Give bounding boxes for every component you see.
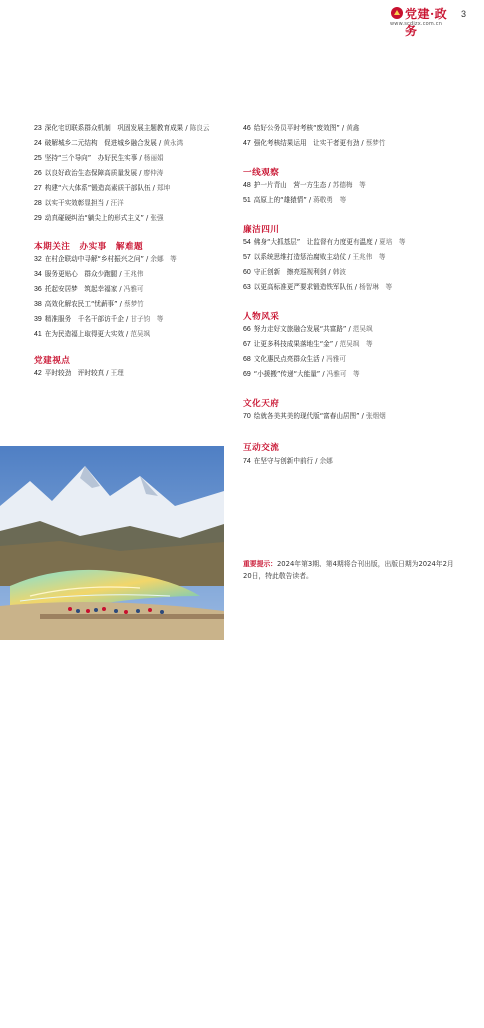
cover-photo-huanglong <box>0 446 224 1028</box>
toc-entry[interactable]: 66 努力走好文旅融合发展“共富路” / 范吴飒 <box>243 325 373 333</box>
toc-entry[interactable]: 46 给好公务员平时考核“废效图” / 黄鑫 <box>243 124 360 132</box>
toc-entry[interactable]: 34 服务更贴心 群众少跑腿 / 王兆伟 <box>34 270 144 278</box>
section-heading-integrity: 廉洁四川 <box>243 225 280 235</box>
toc-entry[interactable]: 39 精准服务 千名干部访千企 / 甘子钧 等 <box>34 315 164 323</box>
toc-entry[interactable]: 27 构建“六大体系”锻造高素质干部队伍 / 郑坤 <box>34 184 171 192</box>
toc-entry[interactable]: 36 托起安居梦 筑起幸福家 / 冯雅可 <box>34 285 144 293</box>
toc-entry[interactable]: 74 在坚守与创新中前行 / 余娜 <box>243 457 333 465</box>
section-heading-frontline: 一线观察 <box>243 168 280 178</box>
page-number: 3 <box>461 9 467 19</box>
toc-entry[interactable]: 63 以更高标准更严要求锻造铁军队伍 / 杨智琳 等 <box>243 283 393 291</box>
toc-entry[interactable]: 69 “小援搬”传递“大能量” / 冯雅可 等 <box>243 370 360 378</box>
toc-entry[interactable]: 28 以实干实效彰显担当 / 汪洋 <box>34 199 124 207</box>
logo-text: 党建·政务 <box>405 7 448 38</box>
toc-entry[interactable]: 67 让更多科技成果落地生“金” / 范吴飒 等 <box>243 340 373 348</box>
toc-entry[interactable]: 29 动真碰硬纠治“躺尖上的形式主义” / 张强 <box>34 214 164 222</box>
toc-entry[interactable]: 38 高效化解农民工“忧薪事” / 蔡梦竹 <box>34 300 144 308</box>
toc-entry[interactable]: 54 佛身“大抓基层” 让监督有力度更有温度 / 夏培 等 <box>243 238 406 246</box>
logo-url: www.scdjzx.com.cn <box>390 21 443 27</box>
toc-entry[interactable]: 23 深化宅切联系群众机制 巩固发展主题教育成果 / 陈良云 <box>34 124 210 132</box>
toc-entry[interactable]: 42 平时较劲 评时较真 / 王理 <box>34 369 124 377</box>
toc-entry[interactable]: 25 坚持“三个导向” 办好民生实事 / 杨丽娟 <box>34 154 164 162</box>
section-heading-culture: 文化天府 <box>243 399 280 409</box>
photo-page-label: P10 <box>180 1006 219 1028</box>
toc-entry[interactable]: 70 绘就各美其美的现代版“富春山居图” / 张烟烟 <box>243 412 386 420</box>
section-heading-viewpoint: 党建视点 <box>34 356 71 366</box>
toc-entry[interactable]: 41 在为民造福上取得更大实效 / 范吴飒 <box>34 330 151 338</box>
toc-entry[interactable]: 60 守正创新 擦亮巡视利剑 / 韩波 <box>243 268 346 276</box>
toc-entry[interactable]: 24 破解城乡二元结构 促进城乡融合发展 / 黄永鸿 <box>34 139 184 147</box>
toc-entry[interactable]: 57 以系统思维打造惩治腐败主动仗 / 王兆伟 等 <box>243 253 386 261</box>
toc-entry[interactable]: 48 护一片青山 营一方生态 / 苏德梅 等 <box>243 181 366 189</box>
section-heading-people: 人物风采 <box>243 312 280 322</box>
magazine-logo <box>390 6 452 38</box>
toc-entry[interactable]: 47 强化考核结果运用 让实干者更有劲 / 蔡梦竹 <box>243 139 386 147</box>
section-heading-focus: 本期关注 办实事 解难题 <box>34 242 144 252</box>
toc-entry[interactable]: 68 文化惠民点亮群众生活 / 冯雅可 <box>243 355 346 363</box>
notice-text: 2024年第3期、第4期将合刊出版，出版日期为2024年2月20日，特此敬告读者。 <box>243 560 454 580</box>
toc-entry[interactable]: 51 高原上的“雄猿情” / 蒋敬勇 等 <box>243 196 347 204</box>
notice-label: 重要提示： <box>243 560 277 568</box>
toc-entry[interactable]: 32 在村企联动中寻解“乡村振兴之问” / 余娜 等 <box>34 255 177 263</box>
toc-entry[interactable]: 26 以良好政治生态保障高质量发展 / 廖仲涛 <box>34 169 164 177</box>
important-notice <box>243 558 459 582</box>
party-emblem-icon <box>390 6 404 20</box>
landscape-illustration <box>0 446 224 640</box>
section-heading-interaction: 互动交流 <box>243 443 280 453</box>
